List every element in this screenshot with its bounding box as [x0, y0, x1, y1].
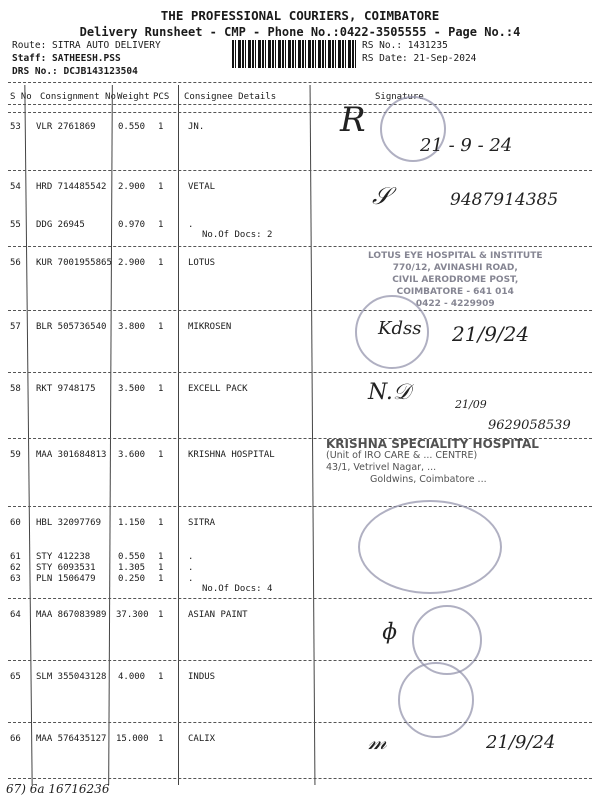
handwritten-date: 21 - 9 - 24	[420, 135, 513, 156]
handwritten-date: 21/9/24	[452, 322, 530, 346]
column-rule	[310, 85, 316, 785]
stamp-line: CIVIL AERODROME POST,	[392, 275, 519, 285]
row-divider	[8, 660, 592, 661]
row-divider	[8, 722, 592, 723]
row-sno: 57	[10, 322, 21, 332]
row-sno: 61	[10, 552, 21, 562]
row-weight: 0.250	[118, 574, 146, 584]
row-weight: 2.900	[118, 182, 146, 192]
handwritten-date: 21/09	[455, 398, 487, 411]
row-weight: 15.000	[116, 734, 149, 744]
row-consignment: RKT 9748175	[36, 384, 96, 394]
divider	[8, 82, 592, 83]
row-consignee: CALIX	[188, 734, 216, 744]
row-consignment: PLN 1506479	[36, 574, 96, 584]
row-weight: 1.150	[118, 518, 146, 528]
row-consignee: SITRA	[188, 518, 216, 528]
column-rule	[178, 85, 179, 785]
row-sno: 58	[10, 384, 21, 394]
row-consignment: MAA 576435127	[36, 734, 107, 744]
row-weight: 3.600	[118, 450, 146, 460]
signature-mark: 𝓂	[368, 730, 387, 755]
row-weight: 1.305	[118, 563, 146, 573]
route-label: Route: SITRA AUTO DELIVERY	[12, 40, 161, 51]
drs-number: DRS No.: DCJB143123504	[12, 66, 138, 77]
row-consignment: DDG 26945	[36, 220, 85, 230]
row-consignment: MAA 867083989	[36, 610, 107, 620]
row-pcs: 1	[158, 610, 164, 620]
row-weight: 0.550	[118, 552, 146, 562]
signature-mark: Kdss	[378, 318, 422, 339]
row-weight: 0.550	[118, 122, 146, 132]
column-rule	[108, 85, 113, 785]
signature-mark: R	[340, 100, 366, 140]
rs-number: RS No.: 1431235	[362, 40, 448, 51]
row-weight: 37.300	[116, 610, 149, 620]
stamp-line: (Unit of IRO CARE & ... CENTRE)	[326, 450, 478, 461]
row-divider	[8, 598, 592, 599]
stamp-line: LOTUS EYE HOSPITAL & INSTITUTE	[368, 251, 543, 261]
oval-seal	[358, 500, 502, 594]
runsheet-subtitle: Delivery Runsheet - CMP - Phone No.:0422-3505555 - Page No.:4	[79, 25, 521, 39]
row-consignee: .	[188, 563, 194, 573]
row-divider	[8, 372, 592, 373]
row-consignment: STY 6093531	[36, 563, 96, 573]
row-pcs: 1	[158, 182, 164, 192]
row-sno: 62	[10, 563, 21, 573]
stamp-line: COIMBATORE - 641 014	[396, 287, 514, 297]
row-divider	[8, 112, 592, 113]
row-divider	[8, 506, 592, 507]
company-title: THE PROFESSIONAL COURIERS, COIMBATORE	[160, 8, 440, 23]
row-consignee: .	[188, 574, 194, 584]
row-divider	[8, 246, 592, 247]
signature-mark: N.𝒟	[368, 380, 411, 405]
handwritten-phone: 9487914385	[450, 190, 559, 210]
row-sno: 53	[10, 122, 21, 132]
row-sno: 64	[10, 610, 21, 620]
stamp-line: Goldwins, Coimbatore ...	[370, 474, 487, 485]
row-weight: 4.000	[118, 672, 146, 682]
row-consignment: VLR 2761869	[36, 122, 96, 132]
handwritten-date: 21/9/24	[486, 732, 556, 753]
row-sno: 54	[10, 182, 21, 192]
row-pcs: 1	[158, 384, 164, 394]
row-consignment: SLM 355043128	[36, 672, 107, 682]
row-pcs: 1	[158, 734, 164, 744]
row-pcs: 1	[158, 322, 164, 332]
handwritten-entry: 67) 6a 16716236	[6, 782, 110, 796]
row-consignee: EXCELL PACK	[188, 384, 248, 394]
row-consignment: BLR 505736540	[36, 322, 107, 332]
col-header-sno: S No	[10, 92, 32, 102]
row-weight: 3.500	[118, 384, 146, 394]
col-header-signature: Signature	[375, 92, 424, 102]
row-pcs: 1	[158, 574, 164, 584]
row-consignee: VETAL	[188, 182, 216, 192]
row-weight: 2.900	[118, 258, 146, 268]
row-sno: 65	[10, 672, 21, 682]
row-sno: 55	[10, 220, 21, 230]
row-consignee: MIKROSEN	[188, 322, 232, 332]
rs-date: RS Date: 21-Sep-2024	[362, 53, 477, 64]
row-divider	[8, 778, 592, 779]
divider	[8, 104, 592, 105]
row-pcs: 1	[158, 258, 164, 268]
column-rule	[24, 85, 32, 785]
krishna-hospital-stamp	[326, 438, 539, 486]
row-pcs: 1	[158, 563, 164, 573]
stamp-line: 0422 - 4229909	[415, 299, 495, 309]
row-consignee: .	[188, 552, 194, 562]
stamp-line: KRISHNA SPECIALITY HOSPITAL	[326, 437, 539, 451]
row-weight: 0.970	[118, 220, 146, 230]
row-consignee: .	[188, 220, 194, 230]
row-consignee: ASIAN PAINT	[188, 610, 248, 620]
row-consignee: KRISHNA HOSPITAL	[188, 450, 275, 460]
signature-mark: 𝒮	[372, 182, 391, 210]
row-consignment: HRD 714485542	[36, 182, 107, 192]
stamp-line: 43/1, Vetrivel Nagar, ...	[326, 462, 437, 473]
handwritten-phone: 9629058539	[488, 418, 571, 433]
row-pcs: 1	[158, 552, 164, 562]
row-pcs: 1	[158, 518, 164, 528]
row-pcs: 1	[158, 450, 164, 460]
row-sno: 59	[10, 450, 21, 460]
row-consignment: STY 412238	[36, 552, 91, 562]
row-pcs: 1	[158, 672, 164, 682]
docs-note: No.Of Docs: 2	[202, 230, 273, 240]
row-sno: 66	[10, 734, 21, 744]
col-header-pcs: PCS	[153, 92, 170, 102]
row-divider	[8, 170, 592, 171]
col-header-consignment: Consignment No	[40, 92, 116, 102]
staff-label: Staff: SATHEESH.PSS	[12, 53, 121, 64]
row-sno: 60	[10, 518, 21, 528]
col-header-weight: Weight	[117, 92, 150, 102]
row-consignee: LOTUS	[188, 258, 216, 268]
row-consignment: HBL 32097769	[36, 518, 102, 528]
row-sno: 56	[10, 258, 21, 268]
docs-note: No.Of Docs: 4	[202, 584, 273, 594]
row-consignment: MAA 301684813	[36, 450, 107, 460]
col-header-consignee: Consignee Details	[184, 92, 277, 102]
row-pcs: 1	[158, 122, 164, 132]
row-pcs: 1	[158, 220, 164, 230]
row-divider	[8, 310, 592, 311]
row-consignment: KUR 7001955865	[36, 258, 112, 268]
signature-mark: ɸ	[382, 620, 398, 645]
row-sno: 63	[10, 574, 21, 584]
row-weight: 3.800	[118, 322, 146, 332]
barcode	[232, 40, 357, 68]
row-consignee: JN.	[188, 122, 205, 132]
stamp-line: 770/12, AVINASHI ROAD,	[392, 263, 518, 273]
row-consignee: INDUS	[188, 672, 216, 682]
round-seal	[398, 662, 474, 738]
